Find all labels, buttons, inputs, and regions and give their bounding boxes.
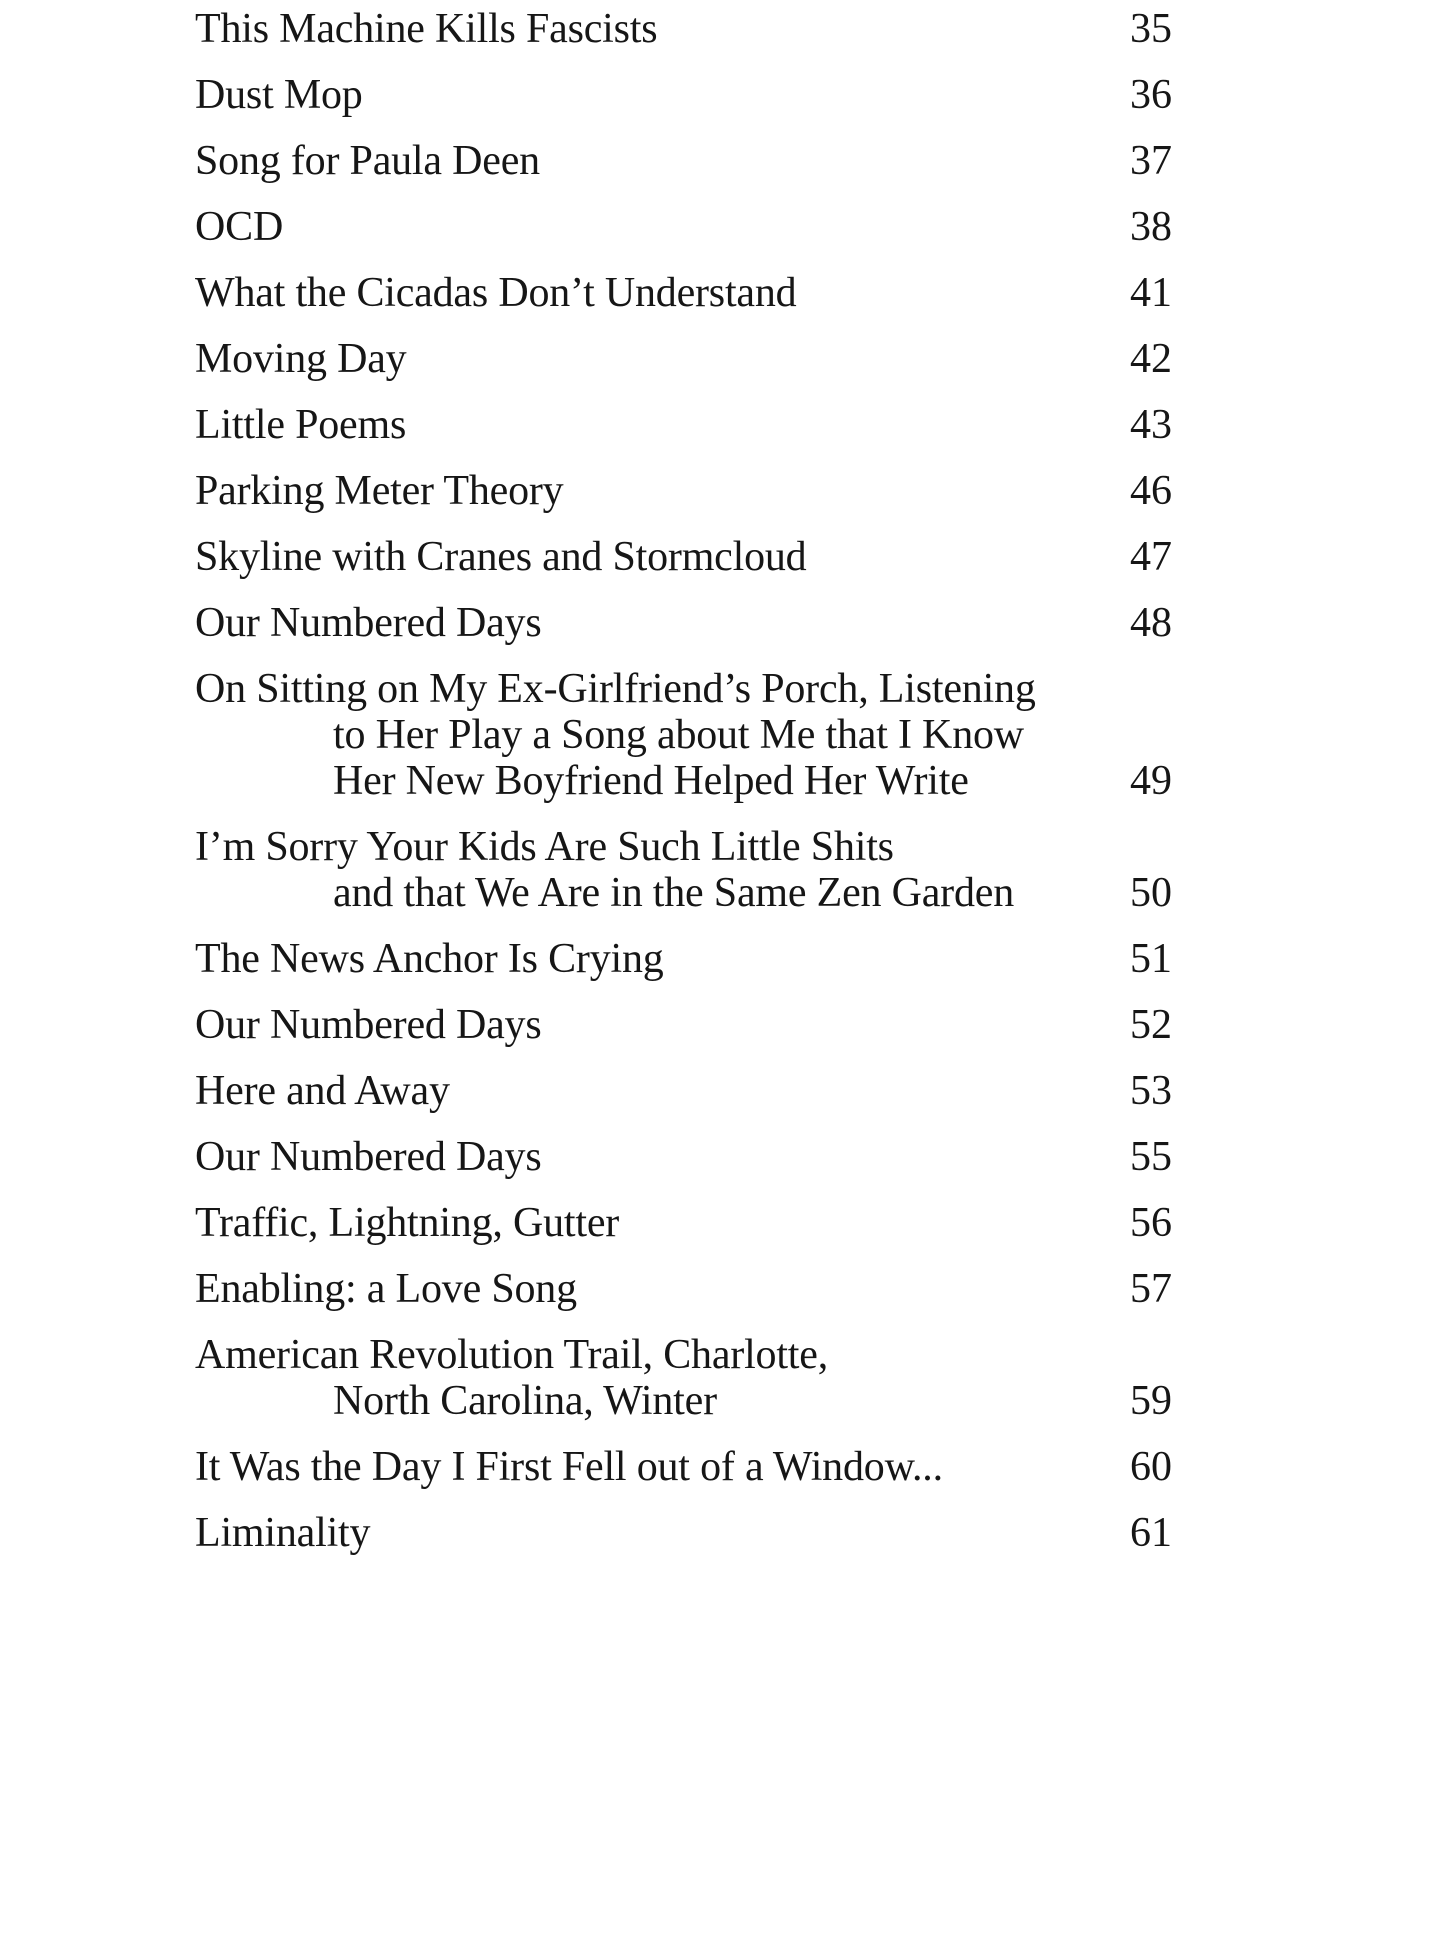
toc-entry-title [195, 1444, 1104, 1490]
toc-entry-title-line: Our Numbered Days [195, 1002, 542, 1048]
toc-entry-title-line: OCD [195, 204, 284, 250]
toc-entry-title [195, 666, 1104, 804]
toc-entry [195, 1200, 1172, 1246]
toc-entry-title [195, 1332, 1104, 1424]
toc-entry-page-number: 48 [1130, 600, 1172, 646]
toc-entry [195, 1002, 1172, 1048]
toc-entry-title-line: Liminality [195, 1510, 371, 1556]
toc-entry-title-continuation-line: and that We Are in the Same Zen Garden [333, 870, 1015, 916]
toc-entry-title-line: Skyline with Cranes and Stormcloud [195, 534, 807, 580]
toc-entry [195, 468, 1172, 514]
toc-entry-page-number: 57 [1130, 1266, 1172, 1312]
toc-list [195, 6, 1172, 1576]
toc-entry [195, 1510, 1172, 1556]
toc-entry-page-number: 47 [1130, 534, 1172, 580]
toc-entry-title-line: It Was the Day I First Fell out of a Window... [195, 1444, 943, 1490]
toc-entry-title [195, 402, 1104, 448]
toc-entry-title-line: Here and Away [195, 1068, 450, 1114]
toc-entry-title-line: Enabling: a Love Song [195, 1266, 577, 1312]
toc-entry-title-line: Our Numbered Days [195, 600, 542, 646]
toc-entry-title-line: Song for Paula Deen [195, 138, 540, 184]
toc-entry-title-line: On Sitting on My Ex-Girlfriend’s Porch, Listening [195, 666, 1036, 712]
toc-entry [195, 1068, 1172, 1114]
toc-entry-page-number: 59 [1130, 1378, 1172, 1424]
toc-entry-title [195, 138, 1104, 184]
toc-entry [195, 666, 1172, 804]
toc-entry-title [195, 1200, 1104, 1246]
toc-entry [195, 1266, 1172, 1312]
toc-entry-title-line: Our Numbered Days [195, 1134, 542, 1180]
toc-entry-title [195, 1002, 1104, 1048]
toc-entry-page-number: 55 [1130, 1134, 1172, 1180]
toc-entry-title [195, 72, 1104, 118]
toc-entry-page-number: 61 [1130, 1510, 1172, 1556]
toc-entry-title [195, 1068, 1104, 1114]
toc-entry-title-line: Little Poems [195, 402, 407, 448]
toc-entry-page-number: 41 [1130, 270, 1172, 316]
toc-entry-title [195, 204, 1104, 250]
toc-entry-title-line: The News Anchor Is Crying [195, 936, 664, 982]
toc-entry-page-number: 50 [1130, 870, 1172, 916]
toc-entry [195, 138, 1172, 184]
toc-entry [195, 402, 1172, 448]
toc-entry-title-line: I’m Sorry Your Kids Are Such Little Shits [195, 824, 894, 870]
toc-entry-page-number: 56 [1130, 1200, 1172, 1246]
toc-entry [195, 534, 1172, 580]
toc-entry-page-number: 35 [1130, 6, 1172, 52]
toc-entry-title [195, 1134, 1104, 1180]
toc-entry [195, 936, 1172, 982]
toc-entry-page-number: 51 [1130, 936, 1172, 982]
toc-entry-page-number: 46 [1130, 468, 1172, 514]
toc-entry-page-number: 49 [1130, 758, 1172, 804]
toc-entry-title-continuation-line: Her New Boyfriend Helped Her Write [333, 758, 969, 804]
toc-entry-title [195, 1510, 1104, 1556]
toc-entry-title [195, 936, 1104, 982]
toc-entry-page-number: 38 [1130, 204, 1172, 250]
toc-entry [195, 336, 1172, 382]
toc-entry [195, 1444, 1172, 1490]
toc-entry [195, 1134, 1172, 1180]
toc-entry-title-line: This Machine Kills Fascists [195, 6, 658, 52]
toc-entry-page-number: 42 [1130, 336, 1172, 382]
toc-entry-title-continuation-line: to Her Play a Song about Me that I Know [333, 712, 1024, 758]
toc-entry-page-number: 52 [1130, 1002, 1172, 1048]
toc-entry-title [195, 336, 1104, 382]
toc-entry-title [195, 6, 1104, 52]
toc-entry-title-line: Traffic, Lightning, Gutter [195, 1200, 620, 1246]
toc-entry [195, 6, 1172, 52]
toc-entry-page-number: 36 [1130, 72, 1172, 118]
toc-entry-page-number: 53 [1130, 1068, 1172, 1114]
toc-entry-page-number: 43 [1130, 402, 1172, 448]
toc-entry-title [195, 1266, 1104, 1312]
toc-entry-page-number: 60 [1130, 1444, 1172, 1490]
toc-entry-title-line: American Revolution Trail, Charlotte, [195, 1332, 829, 1378]
toc-entry [195, 600, 1172, 646]
toc-entry-title [195, 600, 1104, 646]
toc-entry-title [195, 270, 1104, 316]
toc-entry-title-line: Dust Mop [195, 72, 363, 118]
toc-entry-title [195, 534, 1104, 580]
toc-entry [195, 1332, 1172, 1424]
toc-entry-title-line: Moving Day [195, 336, 407, 382]
toc-entry [195, 72, 1172, 118]
toc-entry-title [195, 824, 1104, 916]
toc-entry [195, 270, 1172, 316]
toc-entry [195, 824, 1172, 916]
toc-entry-title-continuation-line: North Carolina, Winter [333, 1378, 717, 1424]
toc-entry-title-line: What the Cicadas Don’t Understand [195, 270, 797, 316]
toc-entry-title [195, 468, 1104, 514]
toc-entry-page-number: 37 [1130, 138, 1172, 184]
toc-entry-title-line: Parking Meter Theory [195, 468, 564, 514]
toc-entry [195, 204, 1172, 250]
